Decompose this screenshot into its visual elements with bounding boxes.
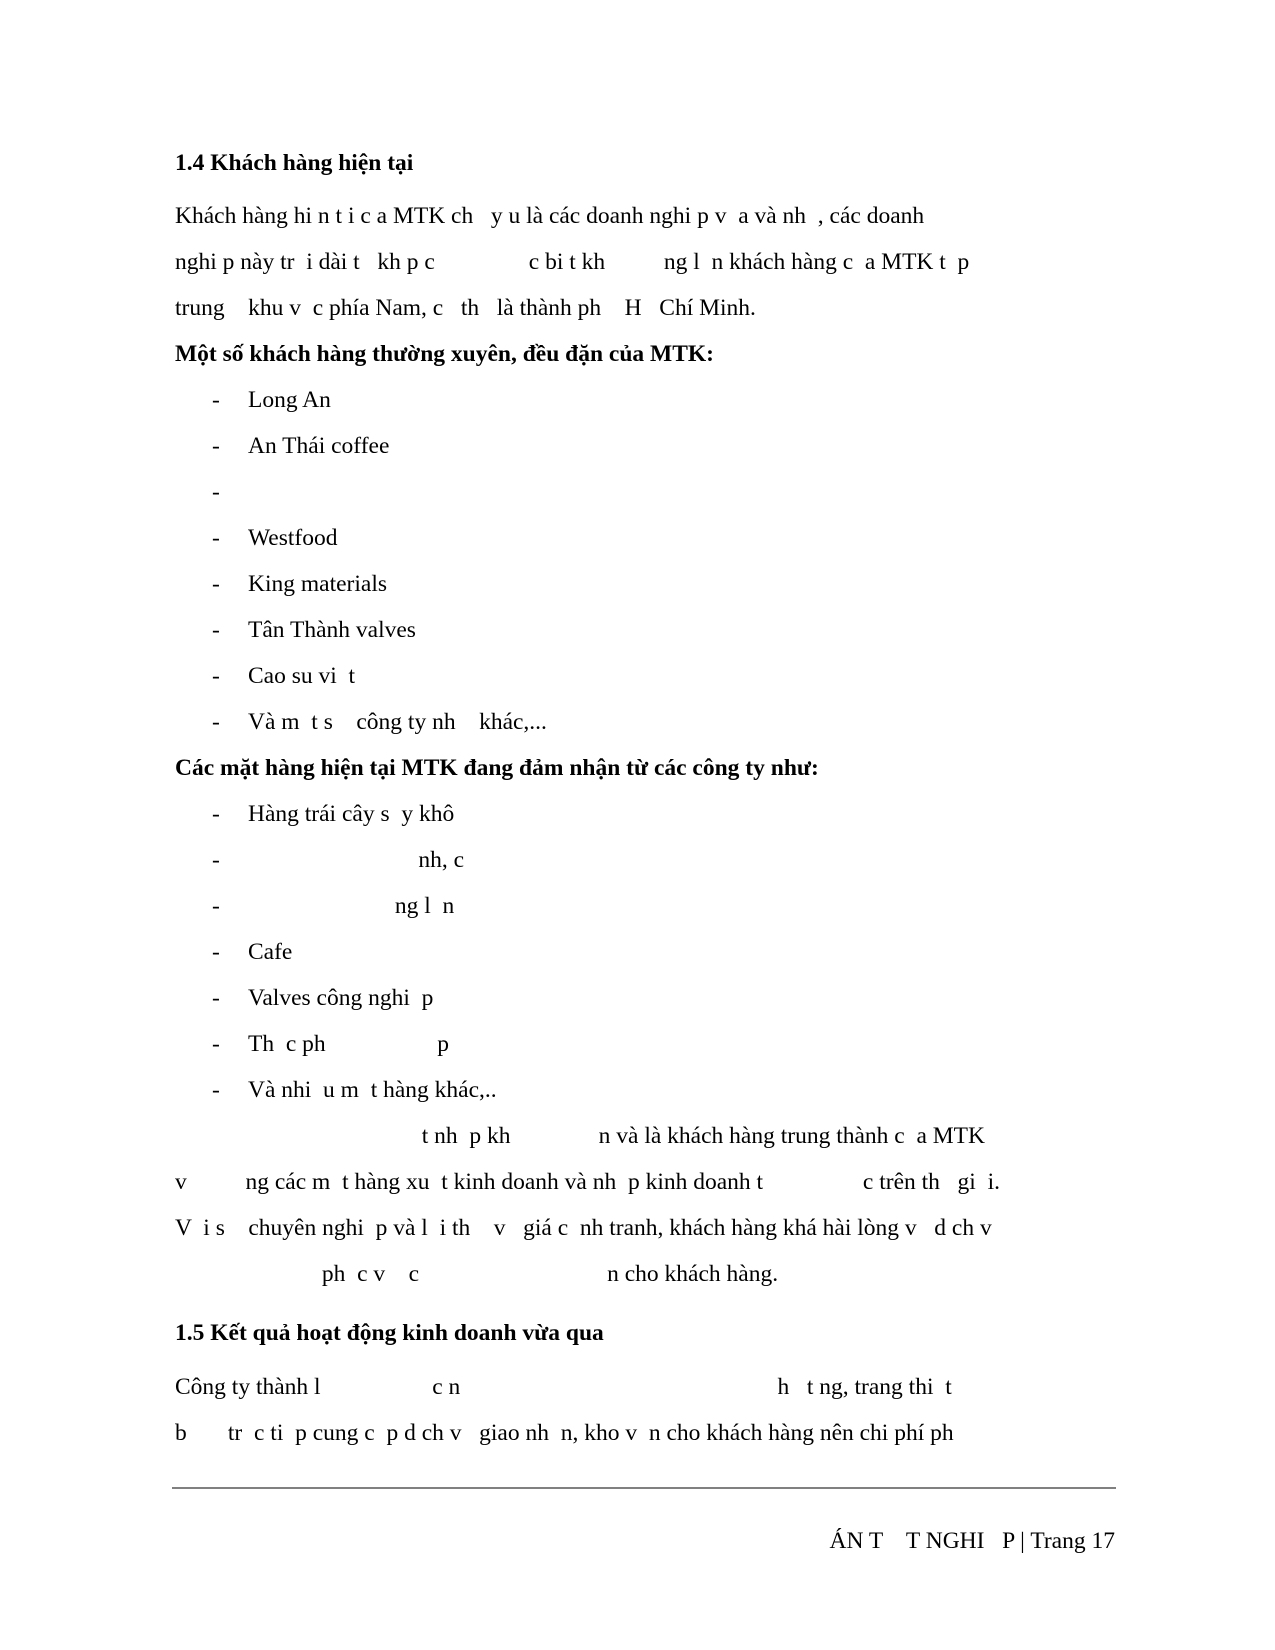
paragraph-line: Công ty thành l c n h t ng, trang thi t [175, 1374, 952, 1400]
footer-title: ÁN T T NGHI P [829, 1528, 1015, 1554]
customer-list-item: - Và m t s công ty nh khác,... [212, 709, 547, 735]
bullet-dash: - [212, 847, 220, 873]
paragraph-line: nghi p này tr i dài t kh p c c bi t kh ng l n khách hàng c a MTK t p [175, 249, 970, 275]
paragraph-line: V i s chuyên nghi p và l i th v giá c nh tranh, khách hàng khá hài lòng v d ch v [175, 1215, 992, 1241]
section-heading-1-4: 1.4 Khách hàng hiện tại [175, 150, 414, 176]
paragraph-line: t nh p kh n và là khách hàng trung thành c a MTK [175, 1123, 985, 1149]
bullet-dash: - [212, 617, 220, 643]
page-footer [830, 1526, 1115, 1556]
customer-list-item: - An Thái coffee [212, 433, 390, 459]
bullet-dash: - [212, 571, 220, 597]
goods-list-item: - ng l n [212, 893, 455, 919]
bullet-dash: - [212, 433, 220, 459]
goods-heading: Các mặt hàng hiện tại MTK đang đảm nhận từ các công ty như: [175, 755, 819, 781]
customer-list-item: - Cao su vi t [212, 663, 356, 689]
footer-divider [172, 1487, 1116, 1489]
goods-list-item: - Valves công nghi p [212, 985, 434, 1011]
paragraph-line: ph c v c n cho khách hàng. [175, 1261, 779, 1287]
bullet-dash: - [212, 479, 220, 505]
paragraph-line: v ng các m t hàng xu t kinh doanh và nh p kinh doanh t c trên th gi i. [175, 1169, 1000, 1195]
paragraph-line: Khách hàng hi n t i c a MTK ch y u là các doanh nghi p v a và nh , các doanh [175, 203, 925, 229]
footer-separator: | [1020, 1528, 1025, 1554]
bullet-dash: - [212, 939, 220, 965]
customer-list-item: - King materials [212, 571, 388, 597]
customer-list-item: - Long An [212, 387, 331, 413]
bullet-dash: - [212, 709, 220, 735]
goods-list-item: - nh, c [212, 847, 465, 873]
goods-list-item: - Hàng trái cây s y khô [212, 801, 455, 827]
goods-list-item: - Và nhi u m t hàng khác,.. [212, 1077, 497, 1103]
section-heading-1-5: 1.5 Kết quả hoạt động kinh doanh vừa qua [175, 1320, 604, 1346]
customer-list-item [212, 477, 1112, 507]
customer-list-item: - Westfood [212, 525, 338, 551]
customers-heading: Một số khách hàng thường xuyên, đều đặn của MTK: [175, 341, 714, 367]
page-number: Trang 17 [1030, 1528, 1115, 1554]
bullet-dash: - [212, 893, 220, 919]
bullet-dash: - [212, 1031, 220, 1057]
bullet-dash: - [212, 663, 220, 689]
paragraph-line: trung khu v c phía Nam, c th là thành ph H Chí Minh. [175, 295, 756, 321]
goods-list-item: - Th c ph p [212, 1031, 450, 1057]
bullet-dash: - [212, 985, 220, 1011]
goods-list-item: - Cafe [212, 939, 293, 965]
bullet-dash: - [212, 387, 220, 413]
bullet-dash: - [212, 1077, 220, 1103]
paragraph-line: b tr c ti p cung c p d ch v giao nh n, kho v n cho khách hàng nên chi phí ph [175, 1420, 954, 1446]
customer-list-item: - Tân Thành valves [212, 617, 416, 643]
bullet-dash: - [212, 801, 220, 827]
bullet-dash: - [212, 525, 220, 551]
